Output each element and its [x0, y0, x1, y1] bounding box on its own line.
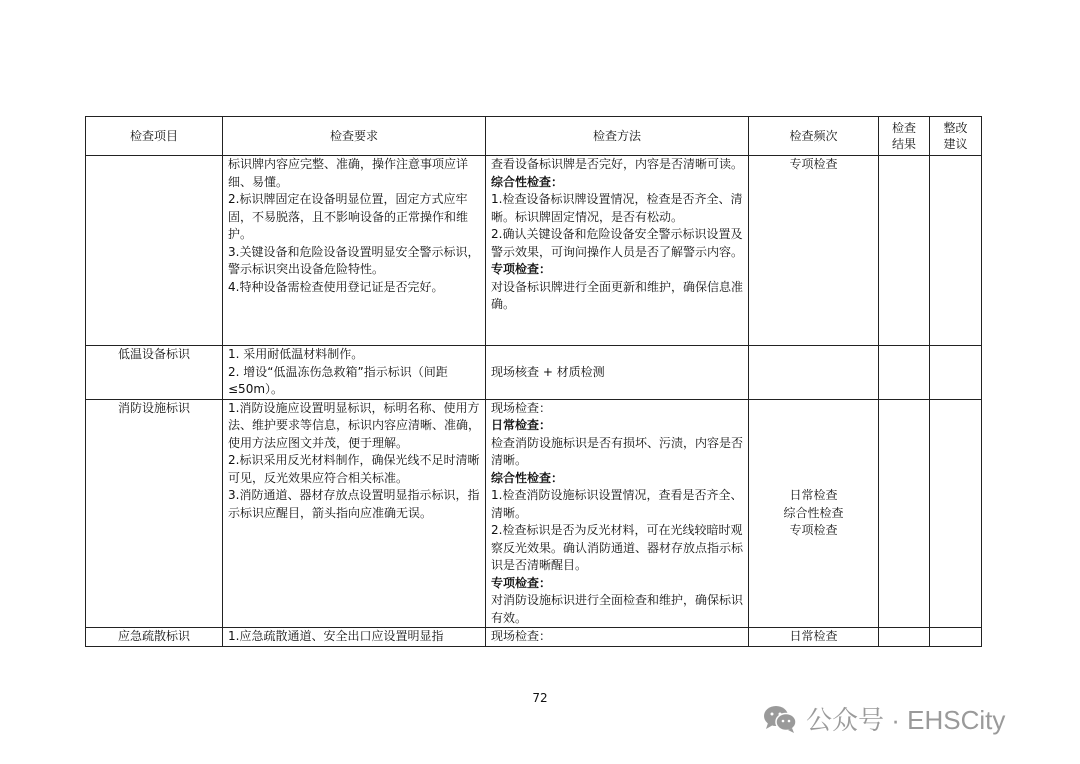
frequency-line: 专项检查 — [789, 157, 838, 171]
cell-item: 低温设备标识 — [86, 346, 223, 400]
cell-method — [486, 156, 749, 346]
method-line: 2.检查标识是否为反光材料，可在光线较暗时观察反光效果。确认消防通道、器材存放点指示标识是否清晰醒目。 — [491, 523, 744, 572]
table-row — [86, 399, 982, 628]
cell-frequency — [749, 628, 879, 647]
method-line: 2.确认关键设备和危险设备安全警示标识设置及警示效果，可询问操作人员是否了解警示内容。 — [491, 227, 744, 259]
cell-frequency — [749, 346, 879, 400]
requirement-line: 2. 增设“低温冻伤急救箱”指示标识（间距≤50m）。 — [228, 364, 448, 396]
header-result — [879, 117, 930, 156]
method-heading: 综合性检查： — [491, 470, 564, 485]
requirement-line: 4.特种设备需检查使用登记证是否完好。 — [228, 279, 444, 294]
watermark-text: 公众号 · EHSCity — [806, 705, 1006, 735]
requirement-line: 2.标识牌固定在设备明显位置，固定方式应牢固，不易脱落，且不影响设备的正常操作和维护。 — [228, 192, 469, 241]
requirement-line: 1. 采用耐低温材料制作。 — [228, 347, 364, 361]
header-method: 检查方法 — [486, 117, 749, 156]
cell-advice — [930, 628, 982, 647]
cell-frequency — [749, 156, 879, 346]
cell-advice — [930, 346, 982, 400]
frequency-line: 日常检查 — [789, 488, 838, 502]
watermark — [762, 700, 1005, 737]
table-row — [86, 156, 982, 346]
requirement-line: 1.消防设施应设置明显标识，标明名称、使用方法、维护要求等信息，标识内容应清晰、准确，使用方法应图文并茂，便于理解。 — [228, 400, 481, 450]
method-line: 对设备标识牌进行全面更新和维护，确保信息准确。 — [491, 279, 744, 311]
method-heading: 专项检查： — [491, 262, 552, 276]
method-heading: 综合性检查： — [491, 174, 564, 189]
page-number: 72 — [532, 691, 548, 705]
cell-advice — [930, 399, 982, 628]
frequency-line: 日常检查 — [789, 629, 838, 643]
frequency-line: 综合性检查 — [783, 505, 844, 520]
requirement-line: 2.标识采用反光材料制作，确保光线不足时清晰可见，反光效果应符合相关标准。 — [228, 453, 480, 485]
header-result-line: 检查 — [891, 121, 916, 135]
cell-requirement — [223, 399, 486, 628]
method-line: 现场核查 + 材质检测 — [491, 364, 605, 379]
method-heading: 日常检查： — [491, 418, 552, 432]
cell-advice — [930, 156, 982, 346]
cell-method — [486, 628, 749, 647]
cell-method — [486, 399, 749, 628]
method-line: 1.检查消防设施标识设置情况，查看是否齐全、清晰。 — [491, 488, 743, 520]
method-line: 查看设备标识牌是否完好，内容是否清晰可读。 — [491, 157, 744, 171]
cell-item: 消防设施标识 — [86, 399, 223, 628]
method-line: 对消防设施标识进行全面检查和维护，确保标识有效。 — [491, 593, 744, 625]
requirement-line: 3.关键设备和危险设备设置明显安全警示标识，警示标识突出设备危险特性。 — [228, 244, 480, 276]
method-line: 现场检查： — [491, 629, 552, 643]
requirement-line: 1.应急疏散通道、安全出口应设置明显指 — [228, 629, 444, 643]
method-heading: 专项检查： — [491, 575, 552, 590]
header-row — [86, 117, 982, 156]
method-line: 现场检查： — [491, 400, 552, 415]
header-advice-line: 建议 — [943, 137, 968, 151]
cell-item — [86, 156, 223, 346]
cell-result — [879, 156, 930, 346]
cell-result — [879, 346, 930, 400]
header-frequency: 检查频次 — [749, 117, 879, 156]
header-item: 检查项目 — [86, 117, 223, 156]
method-line: 检查消防设施标识是否有损坏、污渍，内容是否清晰。 — [491, 435, 744, 467]
cell-requirement — [223, 346, 486, 400]
cell-frequency — [749, 399, 879, 628]
frequency-line: 专项检查 — [789, 523, 838, 537]
method-line: 1.检查设备标识牌设置情况，检查是否齐全、清晰。标识牌固定情况，是否有松动。 — [491, 192, 743, 224]
header-result-line: 结果 — [891, 137, 916, 151]
header-advice-line: 整改 — [943, 121, 968, 135]
requirement-line: 标识牌内容应完整、准确，操作注意事项应详细、易懂。 — [228, 157, 469, 189]
cell-requirement — [223, 156, 486, 346]
requirement-line: 3.消防通道、器材存放点设置明显指示标识，指示标识应醒目，箭头指向应准确无误。 — [228, 488, 480, 520]
cell-result — [879, 628, 930, 647]
header-requirement: 检查要求 — [223, 117, 486, 156]
cell-result — [879, 399, 930, 628]
inspection-table — [85, 116, 982, 647]
cell-requirement — [223, 628, 486, 647]
table-row — [86, 628, 982, 647]
cell-method — [486, 346, 749, 400]
table-row — [86, 346, 982, 400]
wechat-icon — [762, 704, 798, 734]
header-advice — [930, 117, 982, 156]
cell-item: 应急疏散标识 — [86, 628, 223, 647]
